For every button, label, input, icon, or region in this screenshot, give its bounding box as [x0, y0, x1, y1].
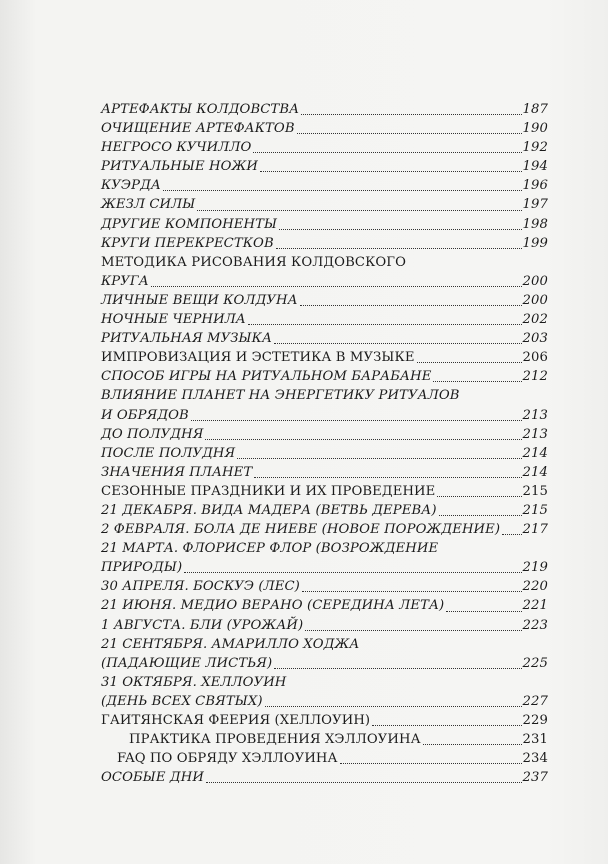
- toc-entry-page: 197: [522, 197, 548, 213]
- toc-entry-title: ЗНАЧЕНИЯ ПЛАНЕТ: [101, 464, 253, 480]
- toc-entry-page: 203: [522, 331, 548, 347]
- toc-entry-page: 187: [522, 102, 548, 117]
- toc-entry-title: КРУГА: [101, 273, 149, 289]
- toc-entry: [101, 215, 548, 234]
- dot-leader: [274, 667, 521, 669]
- toc-entry-title: (ПАДАЮЩИЕ ЛИСТЬЯ): [101, 655, 273, 671]
- toc-entry: [101, 310, 548, 329]
- toc-entry-title: СПОСОБ ИГРЫ НА РИТУАЛЬНОМ БАРАБАНЕ: [101, 369, 432, 385]
- toc-entry-title: ПРИРОДЫ): [101, 560, 183, 576]
- toc-entry-title: НЕГРОСО КУЧИЛЛО: [101, 140, 252, 156]
- toc-entry: [101, 730, 548, 749]
- toc-entry-title: 1 АВГУСТА. БЛИ (УРОЖАЙ): [101, 617, 304, 633]
- toc-entry-title: АРТЕФАКТЫ КОЛДОВСТВА: [101, 102, 300, 117]
- dot-leader: [197, 209, 521, 211]
- toc-entry-title: ПОСЛЕ ПОЛУДНЯ: [101, 445, 236, 461]
- toc-entry-page: 221: [522, 598, 548, 614]
- toc-entry-page: 192: [522, 140, 548, 156]
- toc-entry: [101, 138, 548, 157]
- toc-entry-title: 21 ДЕКАБРЯ. ВИДА МАДЕРА (ВЕТВЬ ДЕРЕВА): [101, 502, 437, 518]
- dot-leader: [184, 571, 521, 573]
- dot-leader: [248, 323, 522, 325]
- toc-entry-title: (ДЕНЬ ВСЕХ СВЯТЫХ): [101, 693, 263, 709]
- dot-leader: [265, 705, 522, 707]
- toc-entry-title: ИМПРОВИЗАЦИЯ И ЭСТЕТИКА В МУЗЫКЕ: [101, 350, 415, 366]
- dot-leader: [423, 743, 522, 745]
- toc-entry: [101, 367, 548, 386]
- toc-entry: [101, 119, 548, 138]
- toc-entry-page: 202: [522, 312, 548, 328]
- toc-entry-title: ПРАКТИКА ПРОВЕДЕНИЯ ХЭЛЛОУИНА: [129, 732, 421, 748]
- toc-entry: [101, 539, 548, 558]
- dot-leader: [437, 495, 521, 497]
- dot-leader: [276, 247, 522, 249]
- toc-entry-title: НОЧНЫЕ ЧЕРНИЛА: [101, 312, 246, 328]
- toc-entry-title: ОЧИЩЕНИЕ АРТЕФАКТОВ: [101, 121, 295, 137]
- toc-entry: [101, 444, 548, 463]
- toc-entry-page: 214: [522, 445, 548, 461]
- dot-leader: [433, 380, 521, 382]
- toc-entry-page: 215: [522, 502, 548, 518]
- dot-leader: [305, 629, 521, 631]
- toc-entry-page: 237: [522, 770, 548, 786]
- toc-entry: [101, 157, 548, 176]
- toc-entry-page: 231: [522, 732, 548, 748]
- toc-entry: [101, 291, 548, 310]
- dot-leader: [439, 514, 522, 516]
- dot-leader: [502, 533, 521, 535]
- toc-entry: [101, 749, 548, 768]
- toc-entry: [101, 558, 548, 577]
- toc-entry-page: 213: [522, 426, 548, 442]
- toc-entry-title: ЖЕЗЛ СИЛЫ: [101, 197, 196, 213]
- toc-entry-page: 217: [522, 522, 548, 538]
- dot-leader: [446, 610, 521, 612]
- toc-entry: [101, 635, 548, 654]
- toc-entry-title: КРУГИ ПЕРЕКРЕСТКОВ: [101, 235, 274, 251]
- toc-entry-page: 213: [522, 407, 548, 423]
- dot-leader: [279, 228, 521, 230]
- dot-leader: [340, 762, 522, 764]
- toc-entry: [101, 596, 548, 615]
- toc-entry: [101, 463, 548, 482]
- toc-entry: [101, 501, 548, 520]
- toc-entry: [101, 673, 548, 692]
- dot-leader: [163, 189, 522, 191]
- toc-entry: [101, 195, 548, 214]
- toc-entry: [101, 348, 548, 367]
- toc-entry-title: ЛИЧНЫЕ ВЕЩИ КОЛДУНА: [101, 292, 298, 308]
- toc-entry-page: 212: [522, 369, 548, 385]
- toc-entry-title: 31 ОКТЯБРЯ. ХЕЛЛОУИН: [101, 674, 287, 690]
- toc-entry-title: 30 АПРЕЛЯ. БОСКУЭ (ЛЕС): [101, 579, 300, 595]
- toc-entry: [101, 520, 548, 539]
- toc-entry: [101, 616, 548, 635]
- dot-leader: [417, 361, 522, 363]
- toc-entry-title: РИТУАЛЬНЫЕ НОЖИ: [101, 159, 259, 175]
- toc-entry: [101, 176, 548, 195]
- toc-entry-title: КУЭРДА: [101, 178, 162, 194]
- toc-entry-title: СЕЗОННЫЕ ПРАЗДНИКИ И ИХ ПРОВЕДЕНИЕ: [101, 483, 436, 499]
- toc-entry-title: 21 СЕНТЯБРЯ. АМАРИЛЛО ХОДЖА: [101, 636, 360, 652]
- toc-entry: [101, 577, 548, 596]
- toc-entry-page: 234: [522, 751, 548, 767]
- toc-entry: [101, 386, 548, 405]
- toc-entry-title: МЕТОДИКА РИСОВАНИЯ КОЛДОВСКОГО: [101, 254, 407, 270]
- toc-entry: [101, 768, 548, 787]
- toc-entry-page: 194: [522, 159, 548, 175]
- toc-entry-page: 190: [522, 121, 548, 137]
- toc-entry-title: ДРУГИЕ КОМПОНЕНТЫ: [101, 216, 278, 232]
- toc-entry-title: 2 ФЕВРАЛЯ. БОЛА ДЕ НИЕВЕ (НОВОЕ ПОРОЖДЕНИЕ): [101, 522, 501, 538]
- toc-entry: [101, 234, 548, 253]
- toc-entry: [101, 272, 548, 291]
- toc-entry-title: И ОБРЯДОВ: [101, 407, 189, 423]
- toc-entry-title: 21 ИЮНЯ. МЕДИО ВЕРАНО (СЕРЕДИНА ЛЕТА): [101, 598, 445, 614]
- toc-entry: [101, 100, 548, 119]
- dot-leader: [206, 781, 522, 783]
- table-of-contents: [101, 100, 548, 787]
- toc-entry-title: ГАИТЯНСКАЯ ФЕЕРИЯ (ХЕЛЛОУИН): [101, 713, 371, 728]
- dot-leader: [301, 113, 521, 115]
- toc-entry-page: 225: [522, 655, 548, 671]
- toc-entry-page: 220: [522, 579, 548, 595]
- dot-leader: [372, 724, 521, 726]
- toc-entry: [101, 692, 548, 711]
- dot-leader: [297, 132, 522, 134]
- toc-entry-page: 219: [522, 560, 548, 576]
- toc-entry-page: 199: [522, 235, 548, 251]
- dot-leader: [253, 151, 521, 153]
- dot-leader: [300, 304, 522, 306]
- toc-entry-page: 196: [522, 178, 548, 194]
- dot-leader: [151, 285, 522, 287]
- toc-entry-title: ОСОБЫЕ ДНИ: [101, 770, 204, 786]
- toc-entry-page: 198: [522, 216, 548, 232]
- dot-leader: [254, 476, 521, 478]
- toc-entry-page: 227: [522, 693, 548, 709]
- toc-entry: [101, 482, 548, 501]
- dot-leader: [274, 342, 521, 344]
- toc-entry-page: 200: [522, 292, 548, 308]
- toc-entry-title: ВЛИЯНИЕ ПЛАНЕТ НА ЭНЕРГЕТИКУ РИТУАЛОВ: [101, 388, 460, 404]
- toc-entry: [101, 425, 548, 444]
- dot-leader: [237, 457, 521, 459]
- toc-entry-page: 223: [522, 617, 548, 633]
- toc-entry-page: 215: [522, 483, 548, 499]
- dot-leader: [260, 170, 522, 172]
- toc-entry: [101, 253, 548, 272]
- toc-entry-page: 214: [522, 464, 548, 480]
- toc-entry: [101, 711, 548, 730]
- toc-entry-title: FAQ ПО ОБРЯДУ ХЭЛЛОУИНА: [117, 751, 338, 767]
- toc-entry: [101, 329, 548, 348]
- toc-entry: [101, 406, 548, 425]
- toc-entry: [101, 654, 548, 673]
- dot-leader: [302, 590, 522, 592]
- toc-entry-title: ДО ПОЛУДНЯ: [101, 426, 204, 442]
- toc-entry-page: 206: [522, 350, 548, 366]
- toc-entry-title: РИТУАЛЬНАЯ МУЗЫКА: [101, 331, 273, 347]
- dot-leader: [205, 438, 521, 440]
- toc-entry-page: 200: [522, 273, 548, 289]
- dot-leader: [191, 419, 522, 421]
- toc-entry-page: 229: [522, 713, 548, 728]
- toc-entry-title: 21 МАРТА. ФЛОРИСЕР ФЛОР (ВОЗРОЖДЕНИЕ: [101, 541, 439, 557]
